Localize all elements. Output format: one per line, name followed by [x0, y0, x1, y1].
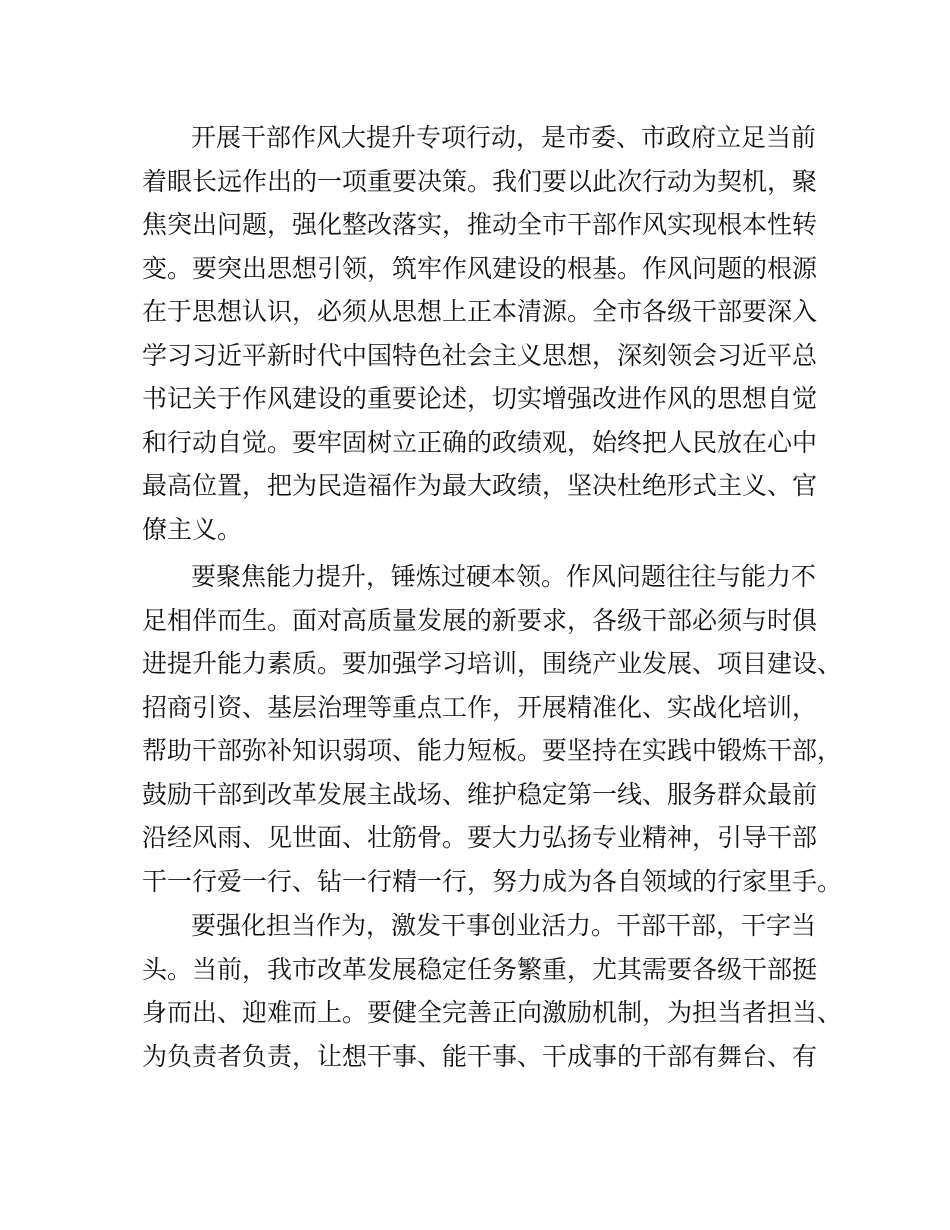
text-line: 头。当前，我市改革发展稳定任务繁重，尤其需要各级干部挺	[142, 954, 818, 984]
text-line: 在于思想认识，必须从思想上正本清源。全市各级干部要深入	[142, 297, 818, 326]
text-line: 身而出、迎难而上。要健全完善正向激励机制，为担当者担当、	[142, 998, 843, 1027]
paragraph-2	[142, 555, 842, 903]
text-line: 书记关于作风建设的重要论述，切实增强改进作风的思想自觉	[142, 384, 818, 413]
text-line: 变。要突出思想引领，筑牢作风建设的根基。作风问题的根源	[142, 253, 818, 283]
text-line: 帮助干部弥补知识弱项、能力短板。要坚持在实践中锻炼干部，	[142, 736, 843, 765]
text-line: 和行动自觉。要牢固树立正确的政绩观，始终把人民放在心中	[142, 427, 818, 457]
text-line: 进提升能力素质。要加强学习培训，围绕产业发展、项目建设、	[142, 649, 843, 678]
text-line: 鼓励干部到改革发展主战场、维护稳定第一线、服务群众最前	[142, 779, 818, 809]
text-line: 着眼长远作出的一项重要决策。我们要以此次行动为契机，聚	[142, 166, 818, 196]
paragraph-1	[142, 116, 842, 551]
text-line: 焦突出问题，强化整改落实，推动全市干部作风实现根本性转	[142, 210, 818, 239]
text-line: 要聚焦能力提升，锤炼过硬本领。作风问题往往与能力不	[191, 562, 817, 591]
text-line: 招商引资、基层治理等重点工作，开展精准化、实战化培训，	[142, 692, 818, 722]
text-line: 为负责者负责，让想干事、能干事、干成事的干部有舞台、有	[142, 1041, 818, 1071]
text-line: 要强化担当作为，激发干事创业活力。干部干部，干字当	[191, 911, 817, 940]
text-line: 沿经风雨、见世面、壮筋骨。要大力弘扬专业精神，引导干部	[142, 823, 818, 852]
text-line: 最高位置，把为民造福作为最大政绩，坚决杜绝形式主义、官	[142, 471, 818, 500]
text-line: 足相伴而生。面对高质量发展的新要求，各级干部必须与时俱	[142, 605, 818, 635]
text-line: 学习习近平新时代中国特色社会主义思想，深刻领会习近平总	[142, 340, 818, 370]
paragraph-3	[142, 904, 842, 1078]
text-line: 干一行爱一行、钻一行精一行，努力成为各自领域的行家里手。	[142, 866, 843, 896]
text-line: 僚主义。	[142, 514, 243, 544]
text-line: 开展干部作风大提升专项行动，是市委、市政府立足当前	[191, 123, 817, 152]
